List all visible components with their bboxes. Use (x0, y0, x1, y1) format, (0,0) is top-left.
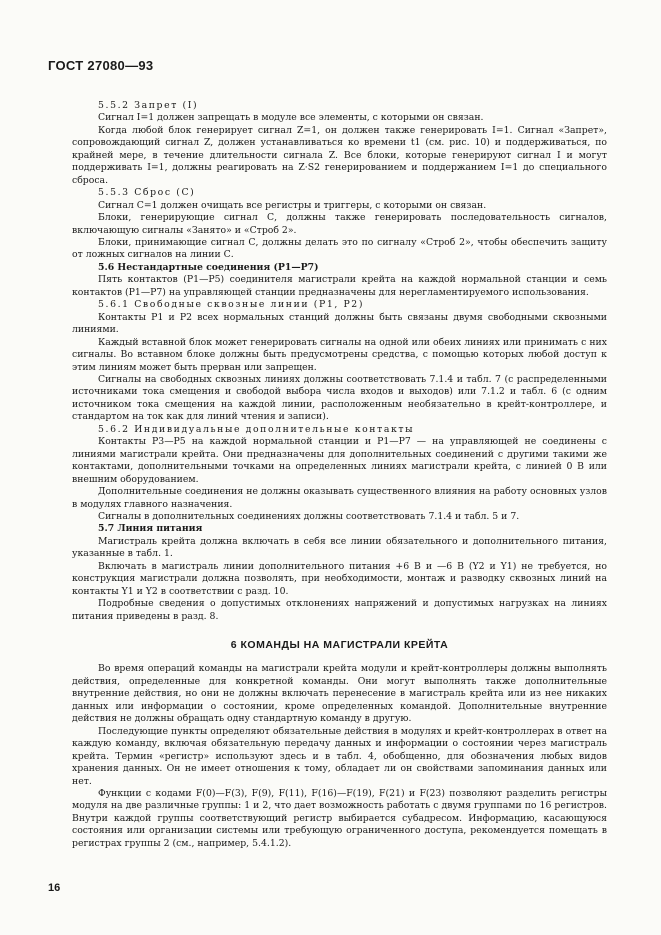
paragraph: Сигналы в дополнительных соединениях должны соответствовать 7.1.4 и табл. 5 и 7. (98, 510, 520, 522)
paragraph: Во время операций команды на магистрали крейта модули и крейт-контроллеры должны выполнять действия, определенные для конкретной команды. Они могут выполнять также дополнительные внутренние действия, но они не должны включать перенесение в магистраль крейта или из нее никаких данных или информации о состоянии, кроме определенных командой. Дополнительные внутренние действия не должны обращать одну стандартную команду в другую. (72, 663, 607, 725)
page-number: 16 (48, 882, 61, 894)
paragraph: Магистраль крейта должна включать в себя все линии обязательного и дополнительного питания, указанные в табл. 1. (72, 535, 607, 560)
section-heading: 5.7 Линия питания (98, 523, 203, 535)
paragraph: Функции с кодами F(0)—F(3), F(9), F(11), F(16)—F(19), F(21) и F(23) позволяют разделить регистры модуля на две различные группы: 1 и 2, что дает возможность работать с двумя группами по 16 регистров. Внутри каждой группы соответствующий регистр выбирается субадресом. Информацию, касающуюся состояния или организации системы или требующую ограниченного доступа, рекомендуется помещать в регистрах группы 2 (см., например, 5.4.1.2). (72, 788, 607, 849)
paragraph: Каждый вставной блок может генерировать сигналы на одной или обеих линиях или принимать с них сигналы. Во вставном блоке должны быть предусмотрены средства, с помощью которых любой доступ к этим линиям может быть прерван или запрещен. (72, 336, 607, 373)
chapter-heading: 6 КОМАНДЫ НА МАГИСТРАЛИ КРЕЙТА (230, 639, 449, 652)
paragraph: Подробные сведения о допустимых отклонениях напряжений и допустимых нагрузках на линиях питания приведены в разд. 8. (72, 598, 607, 622)
page-header: ГОСТ 27080—93 (48, 58, 154, 73)
paragraph: Когда любой блок генерирует сигнал Z=1, он должен также генерировать I=1. Сигнал «Запрет», сопровождающий сигнал Z, должен устанавливаться ко времени t1 (см. рис. 10) и поддерживаться, по крайней мере, в течение длительности сигнала Z. Все блоки, которые генерируют сигнал I и могут поддерживать I=1, должны реагировать на Z·S2 генерированием и поддержанием I=1 до специального сброса. (72, 124, 607, 186)
paragraph: Сигнал I=1 должен запрещать в модуле все элементы, с которыми он связан. (98, 112, 484, 124)
paragraph: Сигнал С=1 должен очищать все регистры и триггеры, с которыми он связан. (98, 199, 487, 211)
paragraph: Блоки, принимающие сигнал С, должны делать это по сигналу «Строб 2», чтобы обеспечить защиту от ложных сигналов на линии С. (72, 236, 607, 261)
paragraph: Пять контактов (Р1—Р5) соединителя магистрали крейта на каждой нормальной станции и семь контактов (Р1—Р7) на управляющей станции предназначены для нерегламентируемого использования. (72, 274, 607, 298)
document-body (72, 100, 607, 850)
paragraph: Включать в магистраль линии дополнительного питания +6 В и —6 В (Y2 и Y1) не требуется, но конструкция магистрали должна позволять, при необходимости, монтаж и разводку сквозных линий на контакты Y1 и Y2 в соответствии с разд. 10. (72, 560, 607, 597)
paragraph: Контакты Р3—Р5 на каждой нормальной станции и Р1—Р7 — на управляющей не соединены с линиями магистрали крейта. Они предназначены для дополнительных соединений с другими такими же контактами, дополнительными точками на определенных линиях магистрали крейта, с линией 0 В или внешним оборудованием. (72, 436, 607, 485)
section-heading: 5.6.2 Индивидуальные дополнительные контакты (98, 423, 415, 435)
paragraph: Дополнительные соединения не должны оказывать существенного влияния на работу основных узлов в модулях главного назначения. (72, 486, 607, 510)
paragraph: Блоки, генерирующие сигнал С, должны также генерировать последовательность сигналов, включающую сигналы «Занято» и «Строб 2». (72, 212, 607, 236)
section-heading: 5.5.3 Сброс (С) (98, 187, 196, 199)
section-heading: 5.6 Нестандартные соединения (P1—P7) (98, 261, 319, 273)
paragraph: Сигналы на свободных сквозных линиях должны соответствовать 7.1.4 и табл. 7 (с распределенными источниками тока смещения и свободой выбора числа входов и выходов) или 7.1.2 и табл. 6 (с одним источником тока смещения на каждой линии, расположенным необязательно в крейт-контроллере, и стандартом на ток как для линий чтения и записи). (72, 373, 607, 423)
section-heading: 5.6.1 Свободные сквозные линии (P1, P2) (98, 299, 365, 311)
section-heading: 5.5.2 Запрет (I) (98, 100, 199, 111)
paragraph: Контакты P1 и P2 всех нормальных станций должны быть связаны двумя свободными сквозными линиями. (72, 311, 607, 336)
paragraph: Последующие пункты определяют обязательные действия в модулях и крейт-контроллерах в ответ на каждую команду, включая обязательную передачу данных и информации о состоянии через магистраль крейта. Термин «регистр» используют здесь и в табл. 4, обобщенно, для обозначения любых видов хранения данных. Он не имеет отношения к тому, обладает ли он свойствами запоминания данных или нет. (72, 725, 607, 787)
